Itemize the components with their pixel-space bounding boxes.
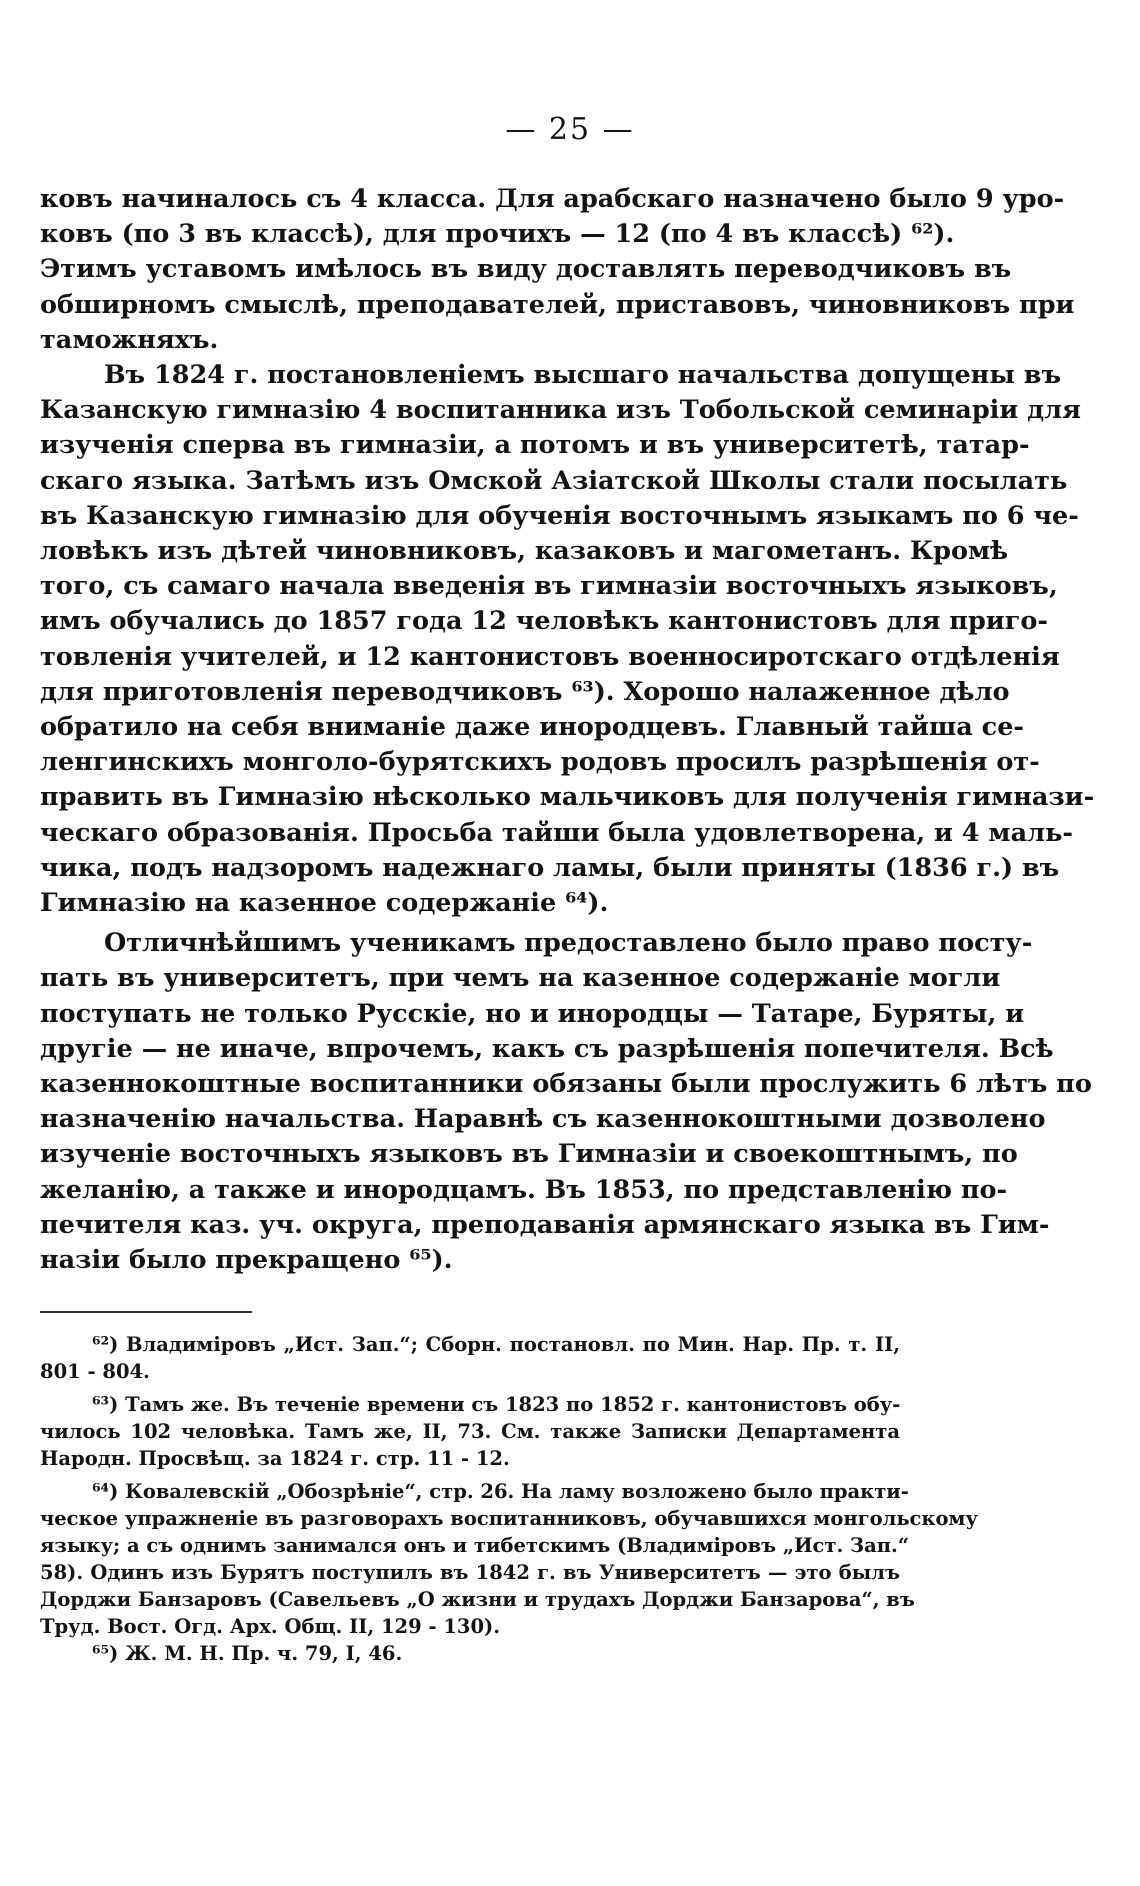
paragraph-3 [40,926,1092,1278]
text-line: печителя каз. уч. округа, преподаванія армянскаго языка въ Гим- [40,1209,1050,1240]
footnote-line: ческое упражненіе въ разговорахъ воспитанниковъ, обучавшихся монгольскому [40,1507,978,1530]
text-line: Этимъ уставомъ имѣлось въ виду доставлять переводчиковъ въ [40,254,1012,285]
text-line: изученія сперва въ гимназіи, а потомъ и въ университетѣ, татар- [40,430,1030,461]
text-line: Отличнѣйшимъ ученикамъ предоставлено было право посту- [104,928,1033,959]
paragraph-1 [40,182,1075,358]
main-text [40,182,1095,1278]
text-line: чика, подъ надзоромъ надежнаго ламы, были приняты (1836 г.) въ [40,852,1060,883]
paragraph-2 [40,358,1095,921]
footnote-62 [40,1331,900,1385]
text-line: казеннокоштные воспитанники обязаны были прослужить 6 лѣтъ по [40,1069,1092,1100]
footnote-line: Народн. Просвѣщ. за 1824 г. стр. 11 - 12. [40,1447,510,1470]
footnote-line: Дорджи Банзаровъ (Савельевъ „О жизни и трудахъ Дорджи Банзарова“, въ [40,1588,915,1611]
text-line: имъ обучались до 1857 года 12 человѣкъ кантонистовъ для приго- [40,606,1048,637]
footnote-63 [40,1391,900,1472]
text-line: скаго языка. Затѣмъ изъ Омской Азіатской Школы стали посылать [40,465,1068,496]
footnote-divider [40,1311,252,1313]
footnote-line: ⁶²) Владимiровъ „Ист. Зап.“; Сборн. постановл. по Мин. Нар. Пр. т. II, [92,1333,900,1356]
footnote-line: 801 - 804. [40,1360,150,1383]
text-line: изученіе восточныхъ языковъ въ Гимназіи и своекоштнымъ, по [40,1139,1018,1170]
text-line: поступать не только Русскіе, но и инородцы — Татаре, Буряты, и [40,998,1025,1029]
text-line: въ Казанскую гимназію для обученія восточнымъ языкамъ по 6 че- [40,500,1079,531]
text-line: для приготовленія переводчиковъ ⁶³). Хорошо налаженное дѣло [40,676,1010,707]
text-line: таможняхъ. [40,324,219,355]
footnote-line: 58). Одинъ изъ Бурятъ поступилъ въ 1842 г. въ Университетъ — это былъ [40,1561,900,1584]
footnote-64 [40,1478,978,1640]
page-number: — 25 — [505,112,635,147]
text-line: другіе — не иначе, впрочемъ, какъ съ разрѣшенія попечителя. Всѣ [40,1033,1054,1064]
text-line: того, съ самаго начала введенія въ гимназіи восточныхъ языковъ, [40,571,1058,602]
footnotes [40,1331,978,1667]
text-line: пать въ университетъ, при чемъ на казенное содержаніе могли [40,963,1001,994]
footnote-line: ⁶³) Тамъ же. Въ теченіе времени съ 1823 по 1852 г. кантонистовъ обу- [92,1393,901,1416]
text-line: Въ 1824 г. постановленіемъ высшаго начальства допущены въ [104,360,1062,391]
text-line: обратило на себя вниманіе даже инородцевъ. Главный тайша се- [40,712,1025,743]
text-line: ковъ (по 3 въ классѣ), для прочихъ — 12 (по 4 въ классѣ) ⁶²). [40,219,955,250]
text-line: Казанскую гимназію 4 воспитанника изъ Тобольской семинаріи для [40,395,1081,426]
text-line: Гимназію на казенное содержаніе ⁶⁴). [40,888,609,919]
text-line: ловѣкъ изъ дѣтей чиновниковъ, казаковъ и магометанъ. Кромѣ [40,536,1009,567]
text-line: желанію, а также и инородцамъ. Въ 1853, по представленію по- [40,1174,1008,1205]
text-line: ленгинскихъ монголо-бурятскихъ родовъ просилъ разрѣшенія от- [40,747,1040,778]
text-line: назначенію начальства. Наравнѣ съ казеннокоштными дозволено [40,1104,1046,1135]
text-line: назіи было прекращено ⁶⁵). [40,1245,453,1276]
footnote-line: языку; а съ однимъ занимался онъ и тибетскимъ (Владимiровъ „Ист. Зап.“ [40,1534,910,1557]
text-line: товленія учителей, и 12 кантонистовъ военносиротскаго отдѣленія [40,641,1060,672]
footnote-line: ⁶⁵) Ж. М. Н. Пр. ч. 79, I, 46. [92,1642,403,1665]
footnote-line: чилось 102 человѣка. Тамъ же, II, 73. См. также Записки Департамента [40,1420,900,1443]
text-line: обширномъ смыслѣ, преподавателей, приставовъ, чиновниковъ при [40,289,1075,320]
footnote-65 [40,1640,900,1667]
text-line: ческаго образованія. Просьба тайши была удовлетворена, и 4 маль- [40,817,1073,848]
text-line: править въ Гимназію нѣсколько мальчиковъ для полученія гимнази- [40,782,1095,813]
footnote-line: Труд. Вост. Огд. Арх. Общ. II, 129 - 130). [40,1615,501,1638]
text-line: ковъ начиналось съ 4 класса. Для арабскаго назначено было 9 уро- [40,184,1065,214]
footnote-line: ⁶⁴) Ковалевскій „Обозрѣніе“, стр. 26. На ламу возложено было практи- [92,1480,909,1503]
